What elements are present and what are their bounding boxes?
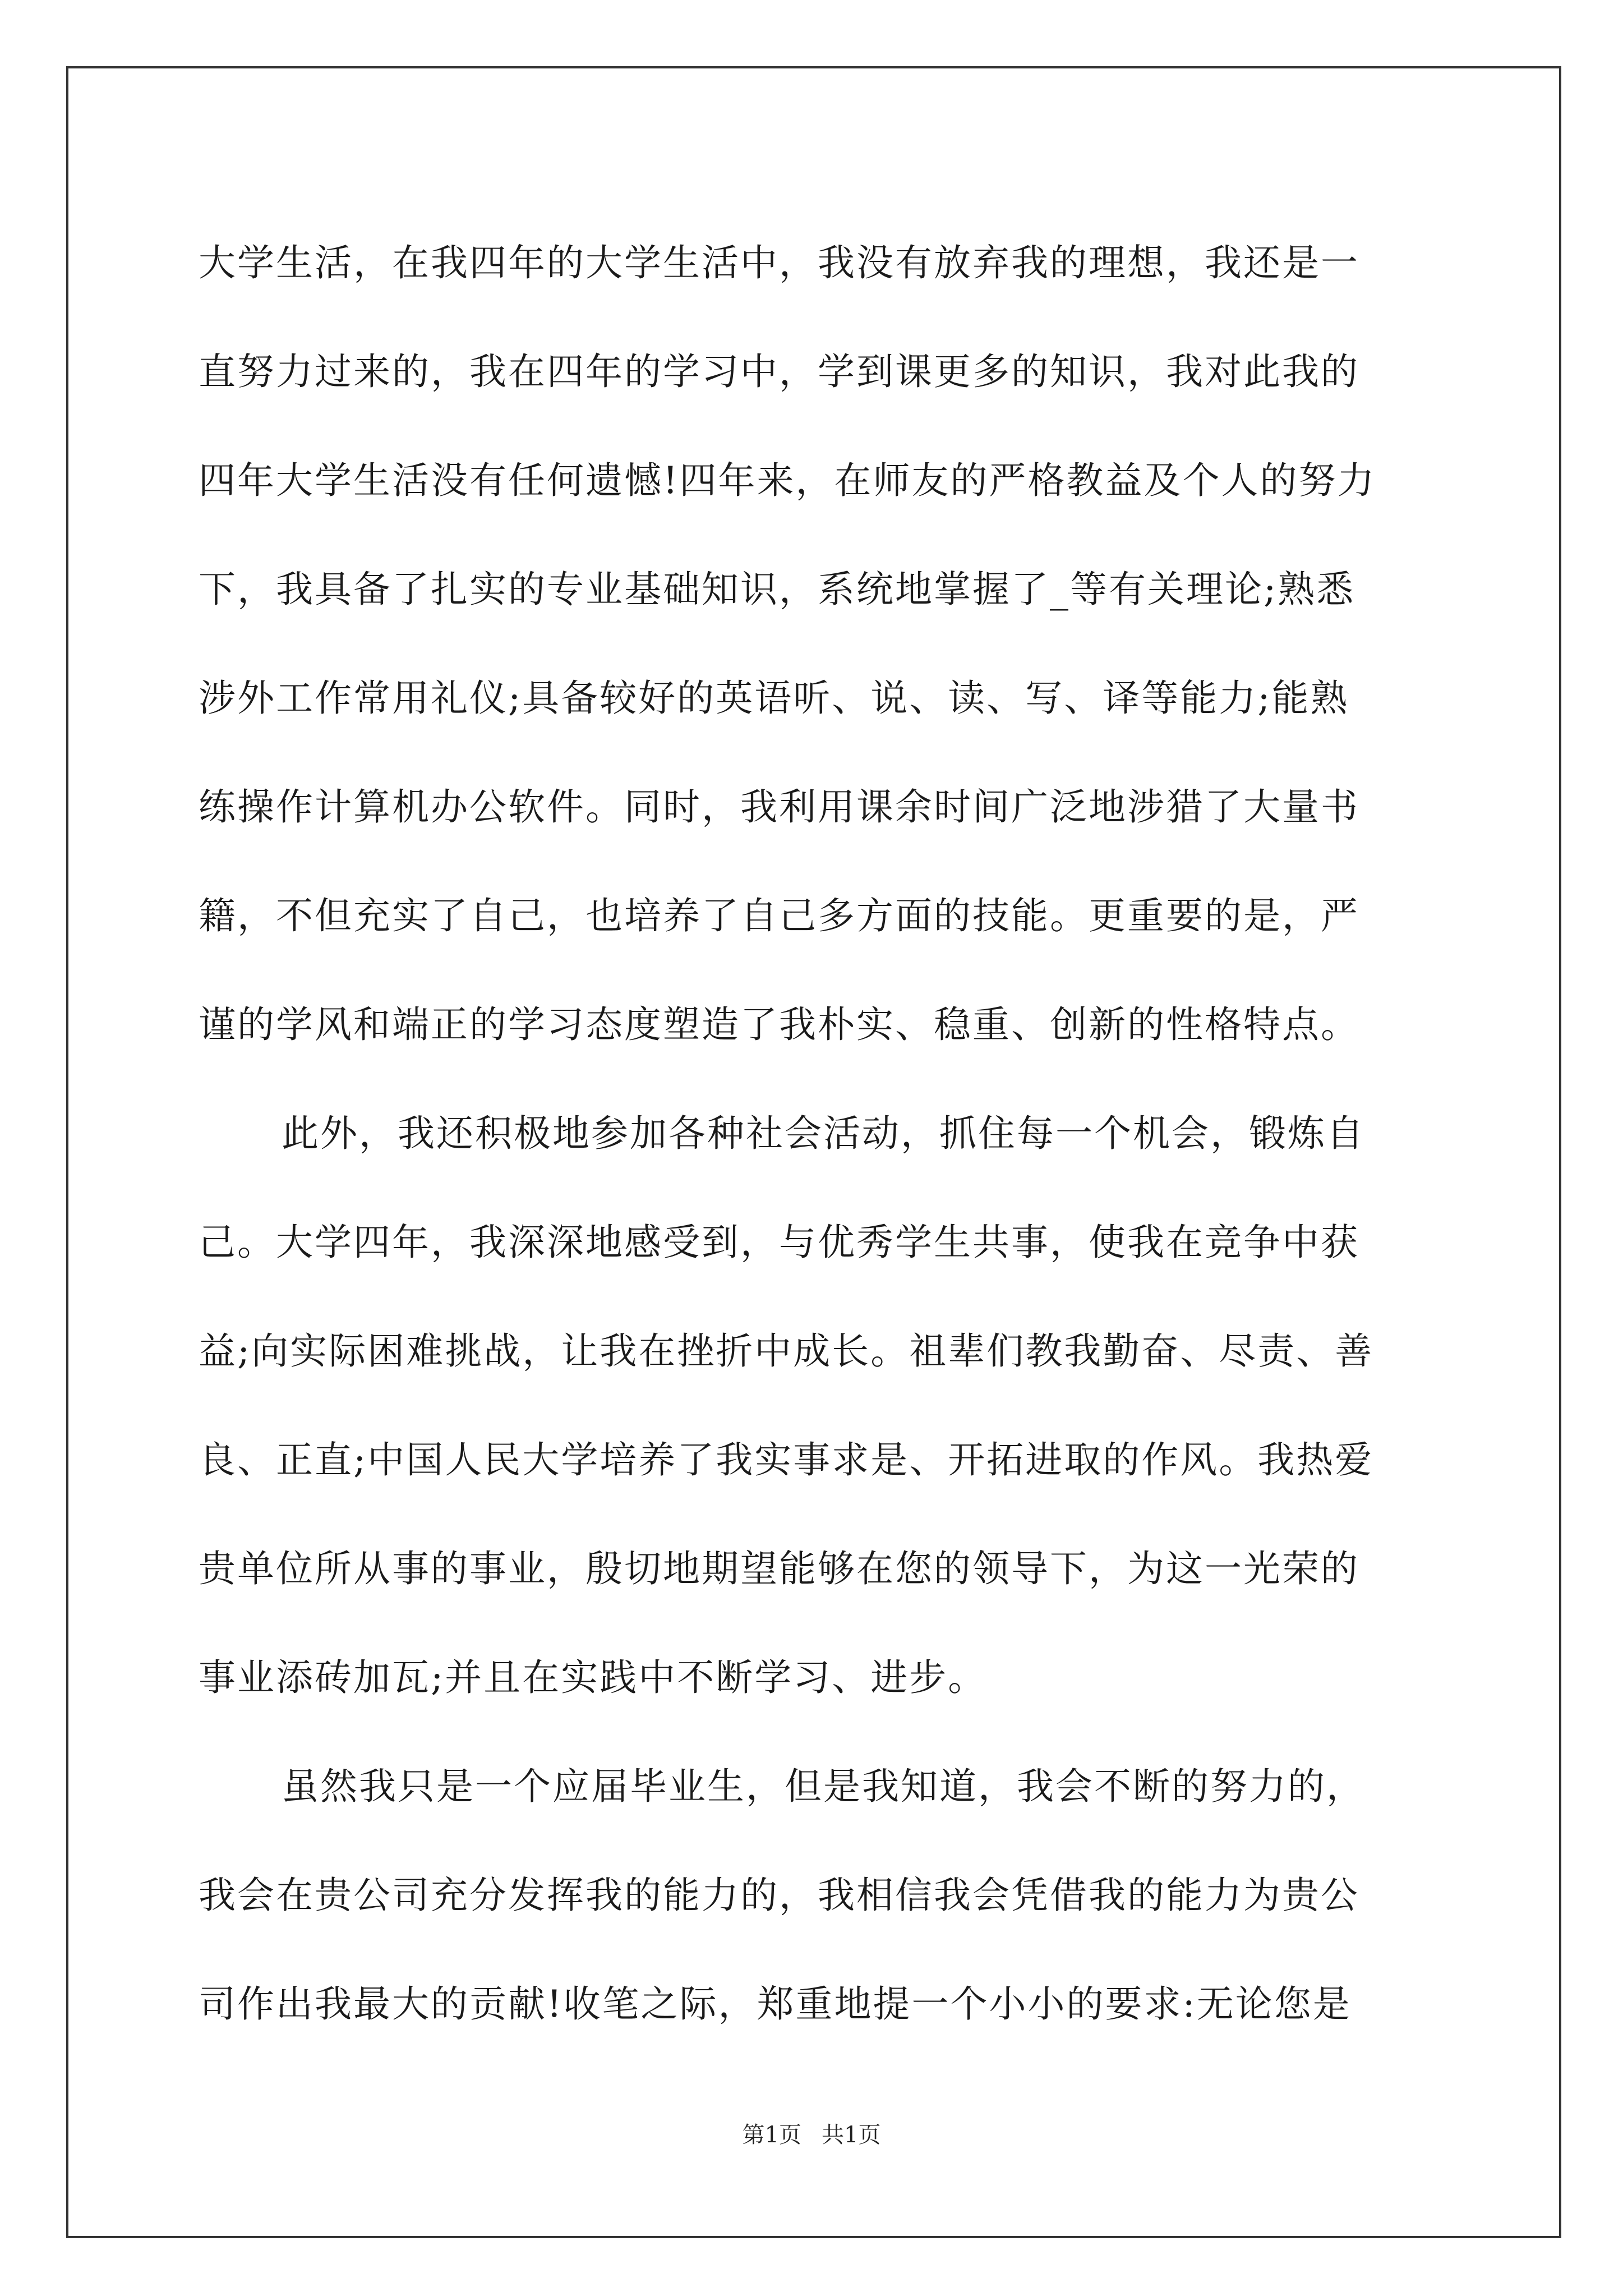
text-line: 益;向实际困难挑战，让我在挫折中成长。祖辈们教我勤奋、尽责、善 xyxy=(199,1329,1374,1373)
text-line: 己。大学四年，我深深地感受到，与优秀学生共事，使我在竞争中获 xyxy=(199,1221,1359,1264)
text-line: 谨的学风和端正的学习态度塑造了我朴实、稳重、创新的性格特点。 xyxy=(199,1003,1359,1046)
text-line: 大学生活，在我四年的大学生活中，我没有放弃我的理想，我还是一 xyxy=(199,241,1359,284)
page-footer xyxy=(0,2120,1623,2150)
page-number: 第1页 xyxy=(742,2122,801,2148)
page-total: 共1页 xyxy=(822,2122,881,2148)
text-line: 良、正直;中国人民大学培养了我实事求是、开拓进取的作风。我热爱 xyxy=(199,1438,1374,1481)
text-line: 涉外工作常用礼仪;具备较好的英语听、说、读、写、译等能力;能熟 xyxy=(199,677,1349,720)
text-line: 司作出我最大的贡献!收笔之际，郑重地提一个小小的要求:无论您是 xyxy=(199,1982,1352,2026)
letter-body xyxy=(199,209,1432,2059)
text-line: 练操作计算机办公软件。同时，我利用课余时间广泛地涉猎了大量书 xyxy=(199,785,1359,829)
text-line: 直努力过来的，我在四年的学习中，学到课更多的知识，我对此我的 xyxy=(199,350,1359,393)
text-line: 籍，不但充实了自己，也培养了自己多方面的技能。更重要的是，严 xyxy=(199,894,1359,937)
text-line: 我会在贵公司充分发挥我的能力的，我相信我会凭借我的能力为贵公 xyxy=(199,1874,1359,1917)
text-line: 四年大学生活没有任何遗憾!四年来，在师友的严格教益及个人的努力 xyxy=(199,459,1376,502)
text-line: 贵单位所从事的事业，殷切地期望能够在您的领导下，为这一光荣的 xyxy=(199,1547,1359,1590)
text-line: 事业添砖加瓦;并且在实践中不断学习、进步。 xyxy=(199,1656,987,1699)
text-line: 下，我具备了扎实的专业基础知识，系统地掌握了_等有关理论;熟悉 xyxy=(199,568,1355,611)
paragraph-start-line: 此外，我还积极地参加各种社会活动，抓住每一个机会，锻炼自 xyxy=(282,1112,1365,1155)
paragraph-start-line: 虽然我只是一个应届毕业生，但是我知道，我会不断的努力的， xyxy=(282,1765,1365,1808)
